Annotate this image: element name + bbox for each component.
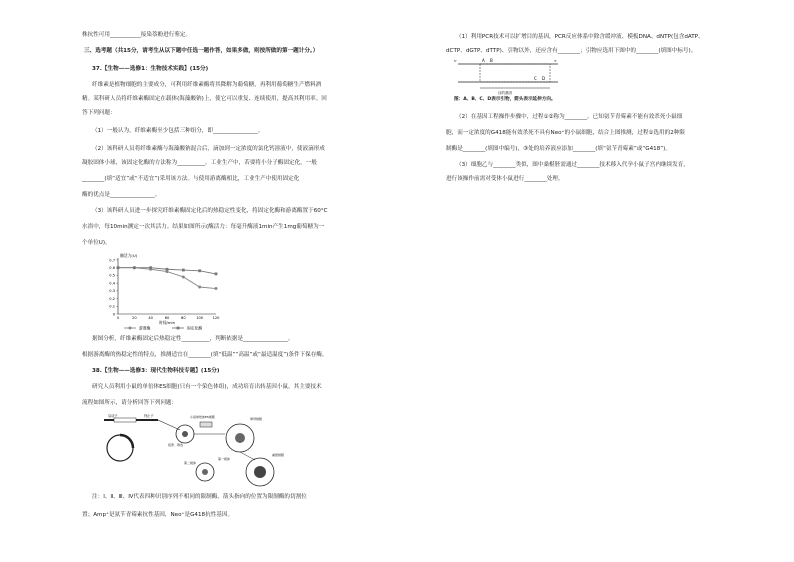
text-line: 精。某科研人员将纤维素酶固定在载体(海藻酸钠)上，使它可以重复、连续使用，提高其利用率。回: [82, 96, 327, 102]
legend-marker-1: [129, 327, 132, 330]
text-line: 根据游离酶的热稳定性的特点，推测适宜在________(填“低温”“高温”或“最适温度”)条件下保存酶。: [82, 352, 328, 358]
x-tick-label: 100: [196, 316, 204, 320]
terminator-label: 终止子: [144, 414, 154, 418]
enzyme-activity-chart: [96, 252, 226, 334]
recombinant-cell-label: 重组细胞: [272, 453, 285, 457]
x-axis-label: 时间/min: [158, 320, 176, 325]
primer-d-label: D: [542, 76, 546, 81]
figure-caption: 图：A、B、C、D表示引物，箭头表示延伸方向。: [454, 97, 556, 102]
oocyte-label: 卵母细胞: [250, 417, 263, 421]
text-line: 个单位U)。: [82, 240, 111, 246]
text-line: ________(填“适宜”或“不适宜”)采用该方法。与使用游离酶相比，工业生产中使用固定化: [82, 176, 300, 182]
legend-label-1: 游离酶: [139, 325, 151, 331]
text-line: （1）一般认为，纤维素酶至少包括三种组分，即________________。: [92, 128, 264, 134]
question-37-title: 37.【生物——选修1：生物技术实践】(15分): [92, 66, 209, 72]
y-tick-label: 0.6: [109, 266, 115, 271]
text-line: 注：Ⅰ、Ⅱ、Ⅲ、Ⅳ代表四种识别序列不相同的限制酶，箭头指向的位置为限制酶的切割位: [92, 494, 307, 500]
text-line: 株抗性可用___________接染萘酚进行鉴定。: [82, 32, 192, 38]
text-line: （3）该科研人员进一步探究纤维素酶固定化后的热稳定性变化，将固定化酶和游离酶置于60°C: [92, 208, 328, 214]
text-line: （2）该科研人员将纤维素酶与海藻酸钠混合后，滴加到一定浓度的氯化钙溶液中，使液滴形成: [92, 146, 325, 152]
primer-c-label: C: [534, 76, 537, 81]
x-tick-label: 80: [181, 316, 186, 320]
y-tick-label: 0.7: [109, 258, 115, 263]
text-line: 制酶是________(填图中编号)，③处的培养液应添加________(填“氨苄青霉素”或“G418”)。: [446, 146, 671, 152]
y-tick-label: 0.4: [109, 281, 115, 286]
text-line: 研究人员利用小鼠的单倍体ES细胞(只有一个染色体组)，成功培育出转基因小鼠。其主要技术: [92, 384, 322, 390]
series-point-1: [215, 287, 218, 290]
question-38-title: 38.【生物——选修3：现代生物科技专题】(15分): [92, 368, 220, 374]
target-gene-label: 目的基因: [498, 91, 512, 95]
text-line: 酶的优点是________________。: [82, 192, 161, 198]
x-tick-label: 40: [148, 316, 153, 320]
series-point-2: [215, 272, 218, 275]
x-tick-label: 20: [132, 316, 137, 320]
x-tick-label: 60: [164, 316, 170, 320]
es-cell-label: 小鼠单倍体ES细胞: [190, 415, 215, 419]
x-tick-label: 0: [116, 316, 120, 320]
legend-label-2: 固定化酶: [187, 325, 203, 331]
series-point-2: [166, 268, 169, 271]
y-tick-label: 0.5: [109, 273, 115, 278]
text-line: （2）在基因工程操作步骤中，过程①②称为________。已知氨苄青霉素不能有效杀死小鼠细: [456, 114, 683, 120]
series-point-1: [182, 275, 185, 278]
pcr-primer-diagram: [454, 56, 564, 96]
culture-label: 培养、筛选: [168, 443, 184, 447]
section-heading: 三、选考题（共15分，请考生从以下题中任选一题作答，如果多做，则按所做的第一题计分。）: [84, 48, 319, 54]
text-line: 凝胶固体小球，该固定化酶的方法称为__________。工业生产中，若要将小分子酶固定化，一般: [82, 160, 317, 166]
primer-b-label: B: [490, 58, 493, 63]
series-point-2: [117, 266, 120, 269]
second-polar-body-label: 第二极体: [184, 461, 197, 465]
text-line: （3）细胞乙与________类似，图中桑椹胚需通过________技术移入代孕小鼠子宫内继续发育，: [456, 162, 689, 168]
text-line: 胞，而一定浓度的G418能有效杀死不具有Neo⁺的小鼠细胞，结合上图推测，过程①选用的2种限: [446, 130, 685, 136]
text-line: 水浴中，每10min测定一次其活力。结果如图所示(酶活力：每毫升酶液1min产生1mg葡萄糖为一: [82, 224, 325, 230]
y-tick-label: 0.3: [109, 289, 115, 294]
text-line: 进行该操作前需对受体小鼠进行________处理。: [446, 176, 564, 182]
transgenic-mouse-flow-diagram: [100, 410, 300, 490]
five-prime-label: 5': [454, 59, 457, 63]
y-tick-label: 0.2: [109, 296, 115, 301]
series-point-2: [149, 266, 152, 269]
text-line: 据图分析，纤维素酶固定后热稳定性__________，判断依据是________________。: [92, 336, 294, 342]
y-tick-label: 0.1: [109, 304, 115, 309]
text-line: dCTP、dGTP、dTTP)、引物以外，还应含有________；引物应选用下图中的________(填图中标号)。: [446, 48, 697, 54]
text-line: 答下列问题：: [82, 110, 116, 116]
series-point-1: [198, 286, 201, 289]
primer-a-label: A: [482, 58, 485, 63]
series-point-2: [198, 269, 201, 272]
text-line: 置；Amp⁺是氨苄青霉素抗性基因，Neo⁺是G418抗性基因。: [82, 512, 234, 518]
legend-marker-2: [177, 327, 180, 330]
y-tick-label: 0: [112, 312, 115, 317]
series-point-2: [182, 269, 185, 272]
x-tick-label: 120: [212, 316, 220, 320]
text-line: 纤维素是植物细胞的主要成分，可利用纤维素酶将其降解为葡萄糖，再利用葡萄糖生产燃料酒: [92, 82, 322, 88]
promoter-label: 启动子: [108, 414, 118, 418]
text-line: 流程如图所示，请分析回答下列问题：: [82, 400, 178, 406]
text-line: （1）利用PCR技术可以扩增目的基因，PCR反应体系中除含缓冲液、模板DNA、dNTP(包含dATP、: [456, 34, 704, 40]
series-point-2: [133, 266, 136, 269]
first-polar-body-label: 第一极体: [218, 457, 231, 461]
y-axis-label: 酶活力(U): [120, 253, 138, 258]
three-prime-label: 3': [554, 59, 557, 63]
